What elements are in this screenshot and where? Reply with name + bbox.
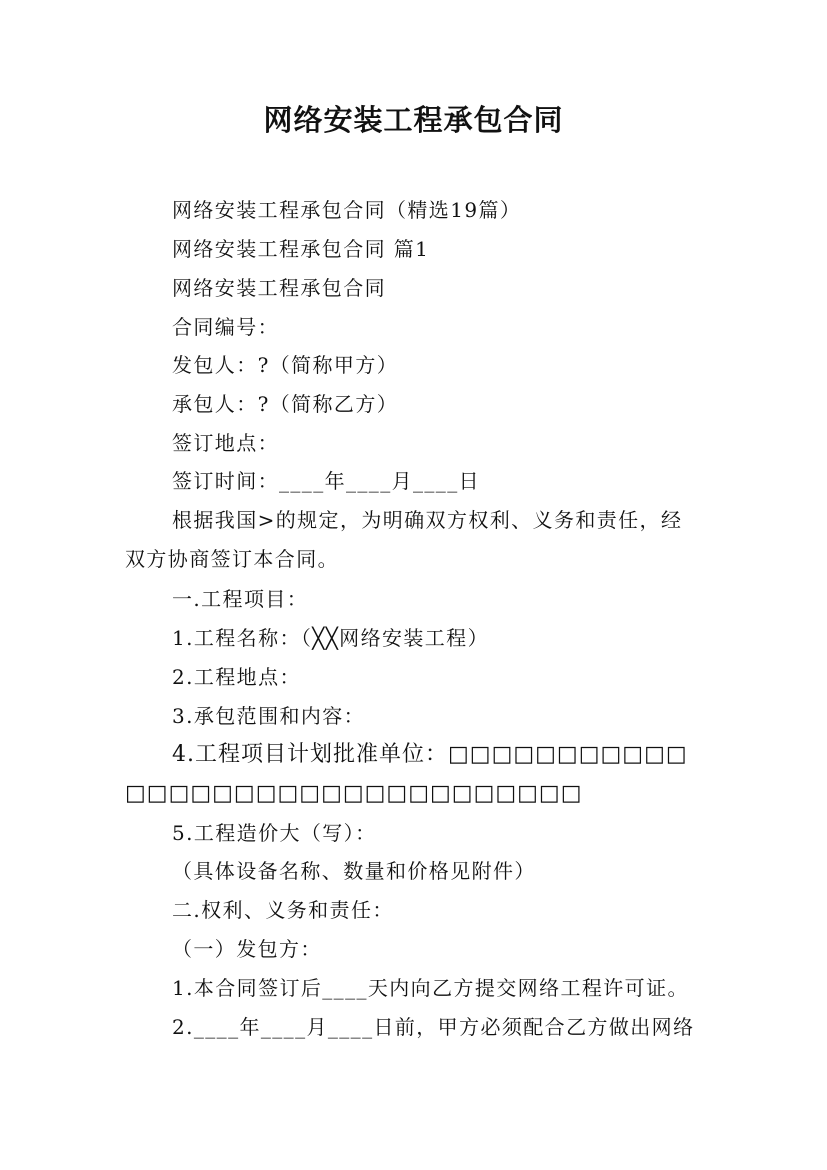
subtitle-line: 网络安装工程承包合同（精选19篇） (172, 198, 522, 222)
document-title: 网络安装工程承包合同 (263, 103, 564, 137)
section-one-heading: 一.工程项目： (172, 587, 309, 611)
signing-date-line: 签订时间：____年____月____日 (172, 469, 480, 493)
scope-line: 3.承包范围和内容： (172, 704, 366, 728)
contract-name-line: 网络安装工程承包合同 (172, 276, 386, 300)
signing-place-line: 签订地点： (172, 431, 279, 455)
project-name-line: 1.工程名称：（╳╳网络安装工程） (172, 626, 489, 650)
preamble-line: 根据我国>的规定，为明确双方权利、义务和责任，经 (172, 508, 683, 532)
section-heading: 网络安装工程承包合同 篇1 (172, 237, 430, 261)
preamble-continuation: 双方协商签订本合同。 (125, 547, 339, 571)
cost-note-line: （具体设备名称、数量和价格见附件） (172, 859, 536, 883)
clause-one-line: 1.本合同签订后____天内向乙方提交网络工程许可证。 (172, 976, 689, 1000)
contract-number-line: 合同编号： (172, 315, 279, 339)
project-location-line: 2.工程地点： (172, 665, 301, 689)
employer-subheading: （一）发包方： (172, 937, 322, 961)
approval-unit-continuation: □□□□□□□□□□□□□□□□□□□□□ (125, 781, 583, 806)
approval-unit-line: 4.工程项目计划批准单位：□□□□□□□□□□□ (172, 742, 688, 767)
clause-two-line: 2.____年____月____日前，甲方必须配合乙方做出网络 (172, 1015, 695, 1039)
employer-line: 发包人：?（简称甲方） (172, 353, 399, 377)
section-two-heading: 二.权利、义务和责任： (172, 898, 394, 922)
project-cost-line: 5.工程造价大（写）： (172, 821, 377, 845)
contractor-line: 承包人：?（简称乙方） (172, 392, 399, 416)
